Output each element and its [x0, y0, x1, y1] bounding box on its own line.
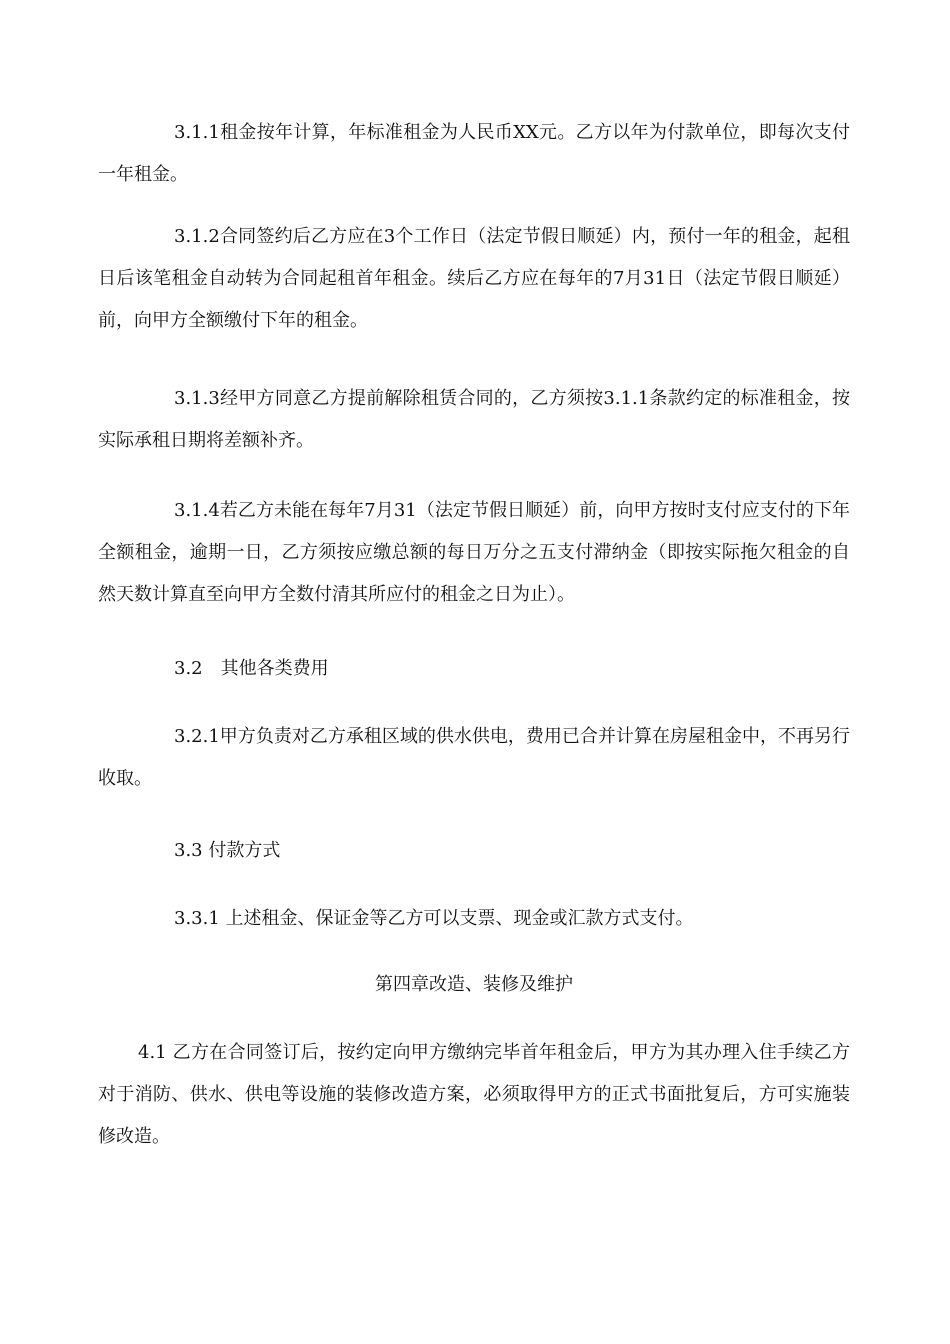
paragraph-3-1-2: 3.1.2合同签约后乙方应在3个工作日（法定节假日顺延）内，预付一年的租金，起租日后该笔租金自动转为合同起租首年租金。续后乙方应在每年的7月31日（法定节假日顺延）前，向甲方全额缴付下年的租金。	[98, 226, 850, 331]
section-3-2-heading: 3.2 其他各类费用	[174, 658, 329, 679]
paragraph-4-1: 4.1 乙方在合同签订后，按约定向甲方缴纳完毕首年租金后，甲方为其办理入住手续乙方对于消防、供水、供电等设施的装修改造方案，必须取得甲方的正式书面批复后，方可实施装修改造。	[98, 1042, 850, 1147]
paragraph-3-1-4: 3.1.4若乙方未能在每年7月31（法定节假日顺延）前，向甲方按时支付应支付的下年全额租金，逾期一日，乙方须按应缴总额的每日万分之五支付滞纳金（即按实际拖欠租金的自然天数计算直至向甲方全数付清其所应付的租金之日为止）。	[98, 500, 850, 605]
section-3-3-heading: 3.3 付款方式	[174, 840, 281, 861]
paragraph-3-3-1: 3.3.1 上述租金、保证金等乙方可以支票、现金或汇款方式支付。	[174, 908, 694, 929]
paragraph-3-2-1: 3.2.1甲方负责对乙方承租区域的供水供电，费用已合并计算在房屋租金中，不再另行收取。	[98, 726, 850, 789]
chapter-4-title: 第四章改造、装修及维护	[375, 974, 573, 995]
paragraph-3-1-3: 3.1.3经甲方同意乙方提前解除租赁合同的，乙方须按3.1.1条款约定的标准租金，按实际承租日期将差额补齐。	[98, 388, 850, 451]
paragraph-3-1-1: 3.1.1租金按年计算，年标准租金为人民币XX元。乙方以年为付款单位，即每次支付一年租金。	[98, 122, 850, 185]
